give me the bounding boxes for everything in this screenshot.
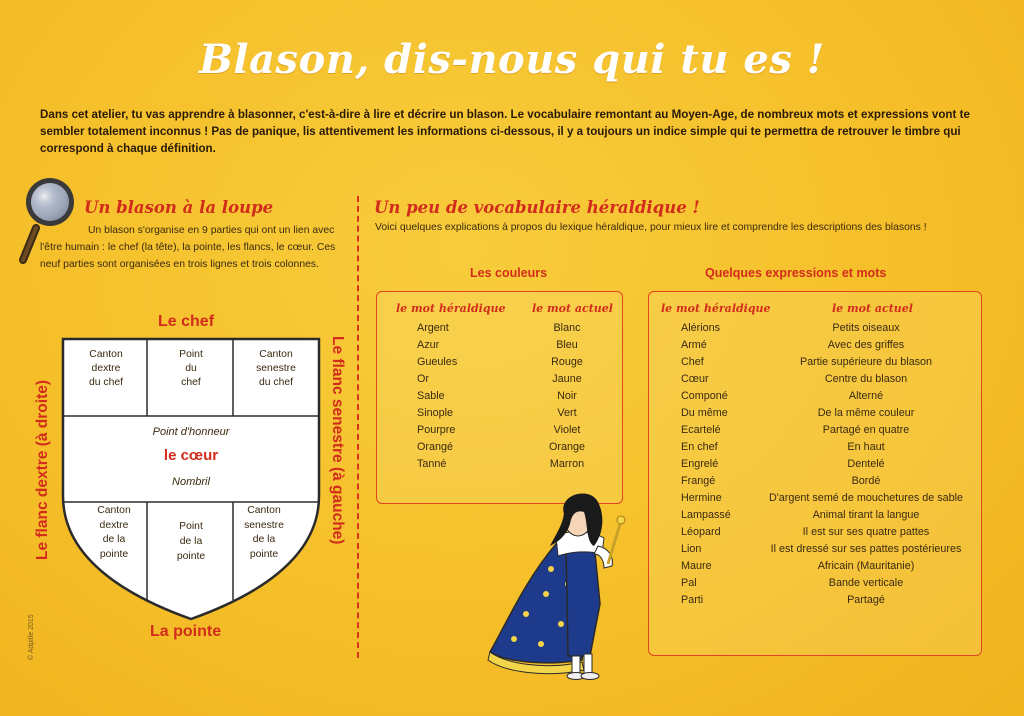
expressions-term: Léopard [681,526,721,538]
expressions-term: Engrelé [681,458,719,470]
couleurs-col-actuel: le mot actuel [532,302,613,315]
expressions-meaning: Animal tirant la langue [812,509,920,521]
shield-cell-canton-dextre-pointe: Canton dextre de la pointe [97,505,131,560]
couleurs-meaning: Jaune [552,373,582,385]
couleurs-meaning: Bleu [556,339,578,351]
couleurs-meaning: Blanc [553,322,581,334]
expressions-meaning: Petits oiseaux [832,322,900,334]
expressions-meaning: Il est sur ses quatre pattes [802,526,930,538]
couleurs-term: Tanné [417,458,447,470]
expressions-term: Alérions [681,322,721,334]
shield-cell-point-chef: Point du chef [179,349,203,388]
expressions-term: Pal [681,577,697,589]
expressions-term: Parti [681,594,704,606]
expressions-meaning: Africain (Mauritanie) [817,560,915,572]
expressions-term: Frangé [681,475,716,487]
expressions-term: Lampassé [681,509,731,521]
expressions-meaning: Bande verticale [828,577,904,589]
couleurs-term: Sinople [417,407,454,419]
shield-label-flanc-dextre: Le flanc dextre (à droite) [34,379,51,560]
expressions-meaning: Partagé en quatre [822,424,910,436]
couleurs-meaning: Rouge [551,356,583,368]
couleurs-meaning: Orange [548,441,585,453]
page-title: Blason, dis-nous qui tu es ! [199,36,825,83]
shield-point-honneur: Point d'honneur [152,426,230,438]
couleurs-term: Or [417,373,429,385]
expressions-term: Ecartelé [681,424,721,436]
expressions-col-heraldique: le mot héraldique [661,302,771,315]
expressions-meaning: Centre du blason [824,373,908,385]
section-divider [357,196,359,658]
couleurs-col-heraldique: le mot héraldique [396,302,506,315]
expressions-meaning: Alterné [848,390,884,402]
expressions-meaning: Partagé [847,594,885,606]
couleurs-meaning: Vert [557,407,577,419]
expressions-meaning: D'argent semé de mouchetures de sable [768,492,964,504]
expressions-meaning: Partie supérieure du blason [799,356,933,368]
section-title-loupe: Un blason à la loupe [84,198,274,217]
expressions-term: Du même [681,407,728,419]
expressions-term: Componé [681,390,728,402]
shield-coeur: le cœur [163,447,219,464]
shield-cell-point-pointe: Point de la pointe [176,521,206,562]
expressions-term: Chef [681,356,704,368]
expressions-term: Armé [681,339,707,351]
couleurs-term: Pourpre [417,424,456,436]
intro-paragraph: Dans cet atelier, tu vas apprendre à blasonner, c'est-à-dire à lire et décrire un blason. Le vocabulaire remontant au Moyen-Age, de nombreux mots et expressions vont te sembler totalement inconnus ! Pas de panique, lis attentivement les informations ci-dessous, il y a toujours un indice simple qui te permettra de retrouver le timbre qui correspond à chaque définition. [40,108,970,155]
couleurs-term: Orangé [417,441,454,453]
couleurs-term: Azur [417,339,440,351]
shield-cell-canton-senestre-pointe: Canton senestre de la pointe [244,505,284,560]
shield-label-pointe: La pointe [150,623,222,640]
expressions-term: Maure [681,560,712,572]
couleurs-term: Argent [417,322,449,334]
loupe-description: Un blason s'organise en 9 parties qui ont un lien avec l'être humain : le chef (la tête), la pointe, les flancs, le cœur. Ces neuf parties sont organisées en trois lignes et trois colonnes. [40,225,336,270]
expressions-meaning: De la même couleur [817,407,915,419]
shield-label-chef: Le chef [158,313,215,330]
expressions-term: Lion [681,543,702,555]
shield-cell-canton-senestre-chef: Canton senestre du chef [256,349,296,388]
copyright-text: © Adpitle 2015 [28,614,35,660]
expressions-meaning: Dentelé [847,458,885,470]
couleurs-meaning: Marron [549,458,585,470]
shield-label-flanc-senestre: Le flanc senestre (à gauche) [329,336,346,545]
section-title-vocabulaire: Un peu de vocabulaire héraldique ! [374,198,700,217]
expressions-term: Hermine [681,492,722,504]
expressions-term: En chef [681,441,718,453]
expressions-col-actuel: le mot actuel [832,302,913,315]
couleurs-heading: Les couleurs [470,266,548,280]
couleurs-term: Sable [417,390,445,402]
vocab-intro: Voici quelques explications à propos du lexique héraldique, pour mieux lire et comprendre les descriptions des blasons ! [375,222,927,233]
expressions-meaning: Il est dressé sur ses pattes postérieures [770,543,962,555]
expressions-heading: Quelques expressions et mots [705,266,887,280]
expressions-meaning: Avec des griffes [827,339,905,351]
king-illustration [486,484,646,684]
expressions-meaning: En haut [847,441,885,453]
couleurs-term: Gueules [417,356,458,368]
expressions-term: Cœur [681,373,709,385]
shield-cell-canton-dextre-chef: Canton dextre du chef [88,349,124,388]
shield-nombril: Nombril [172,476,210,488]
expressions-meaning: Bordé [851,475,881,487]
couleurs-meaning: Violet [553,424,581,436]
couleurs-meaning: Noir [557,390,577,402]
